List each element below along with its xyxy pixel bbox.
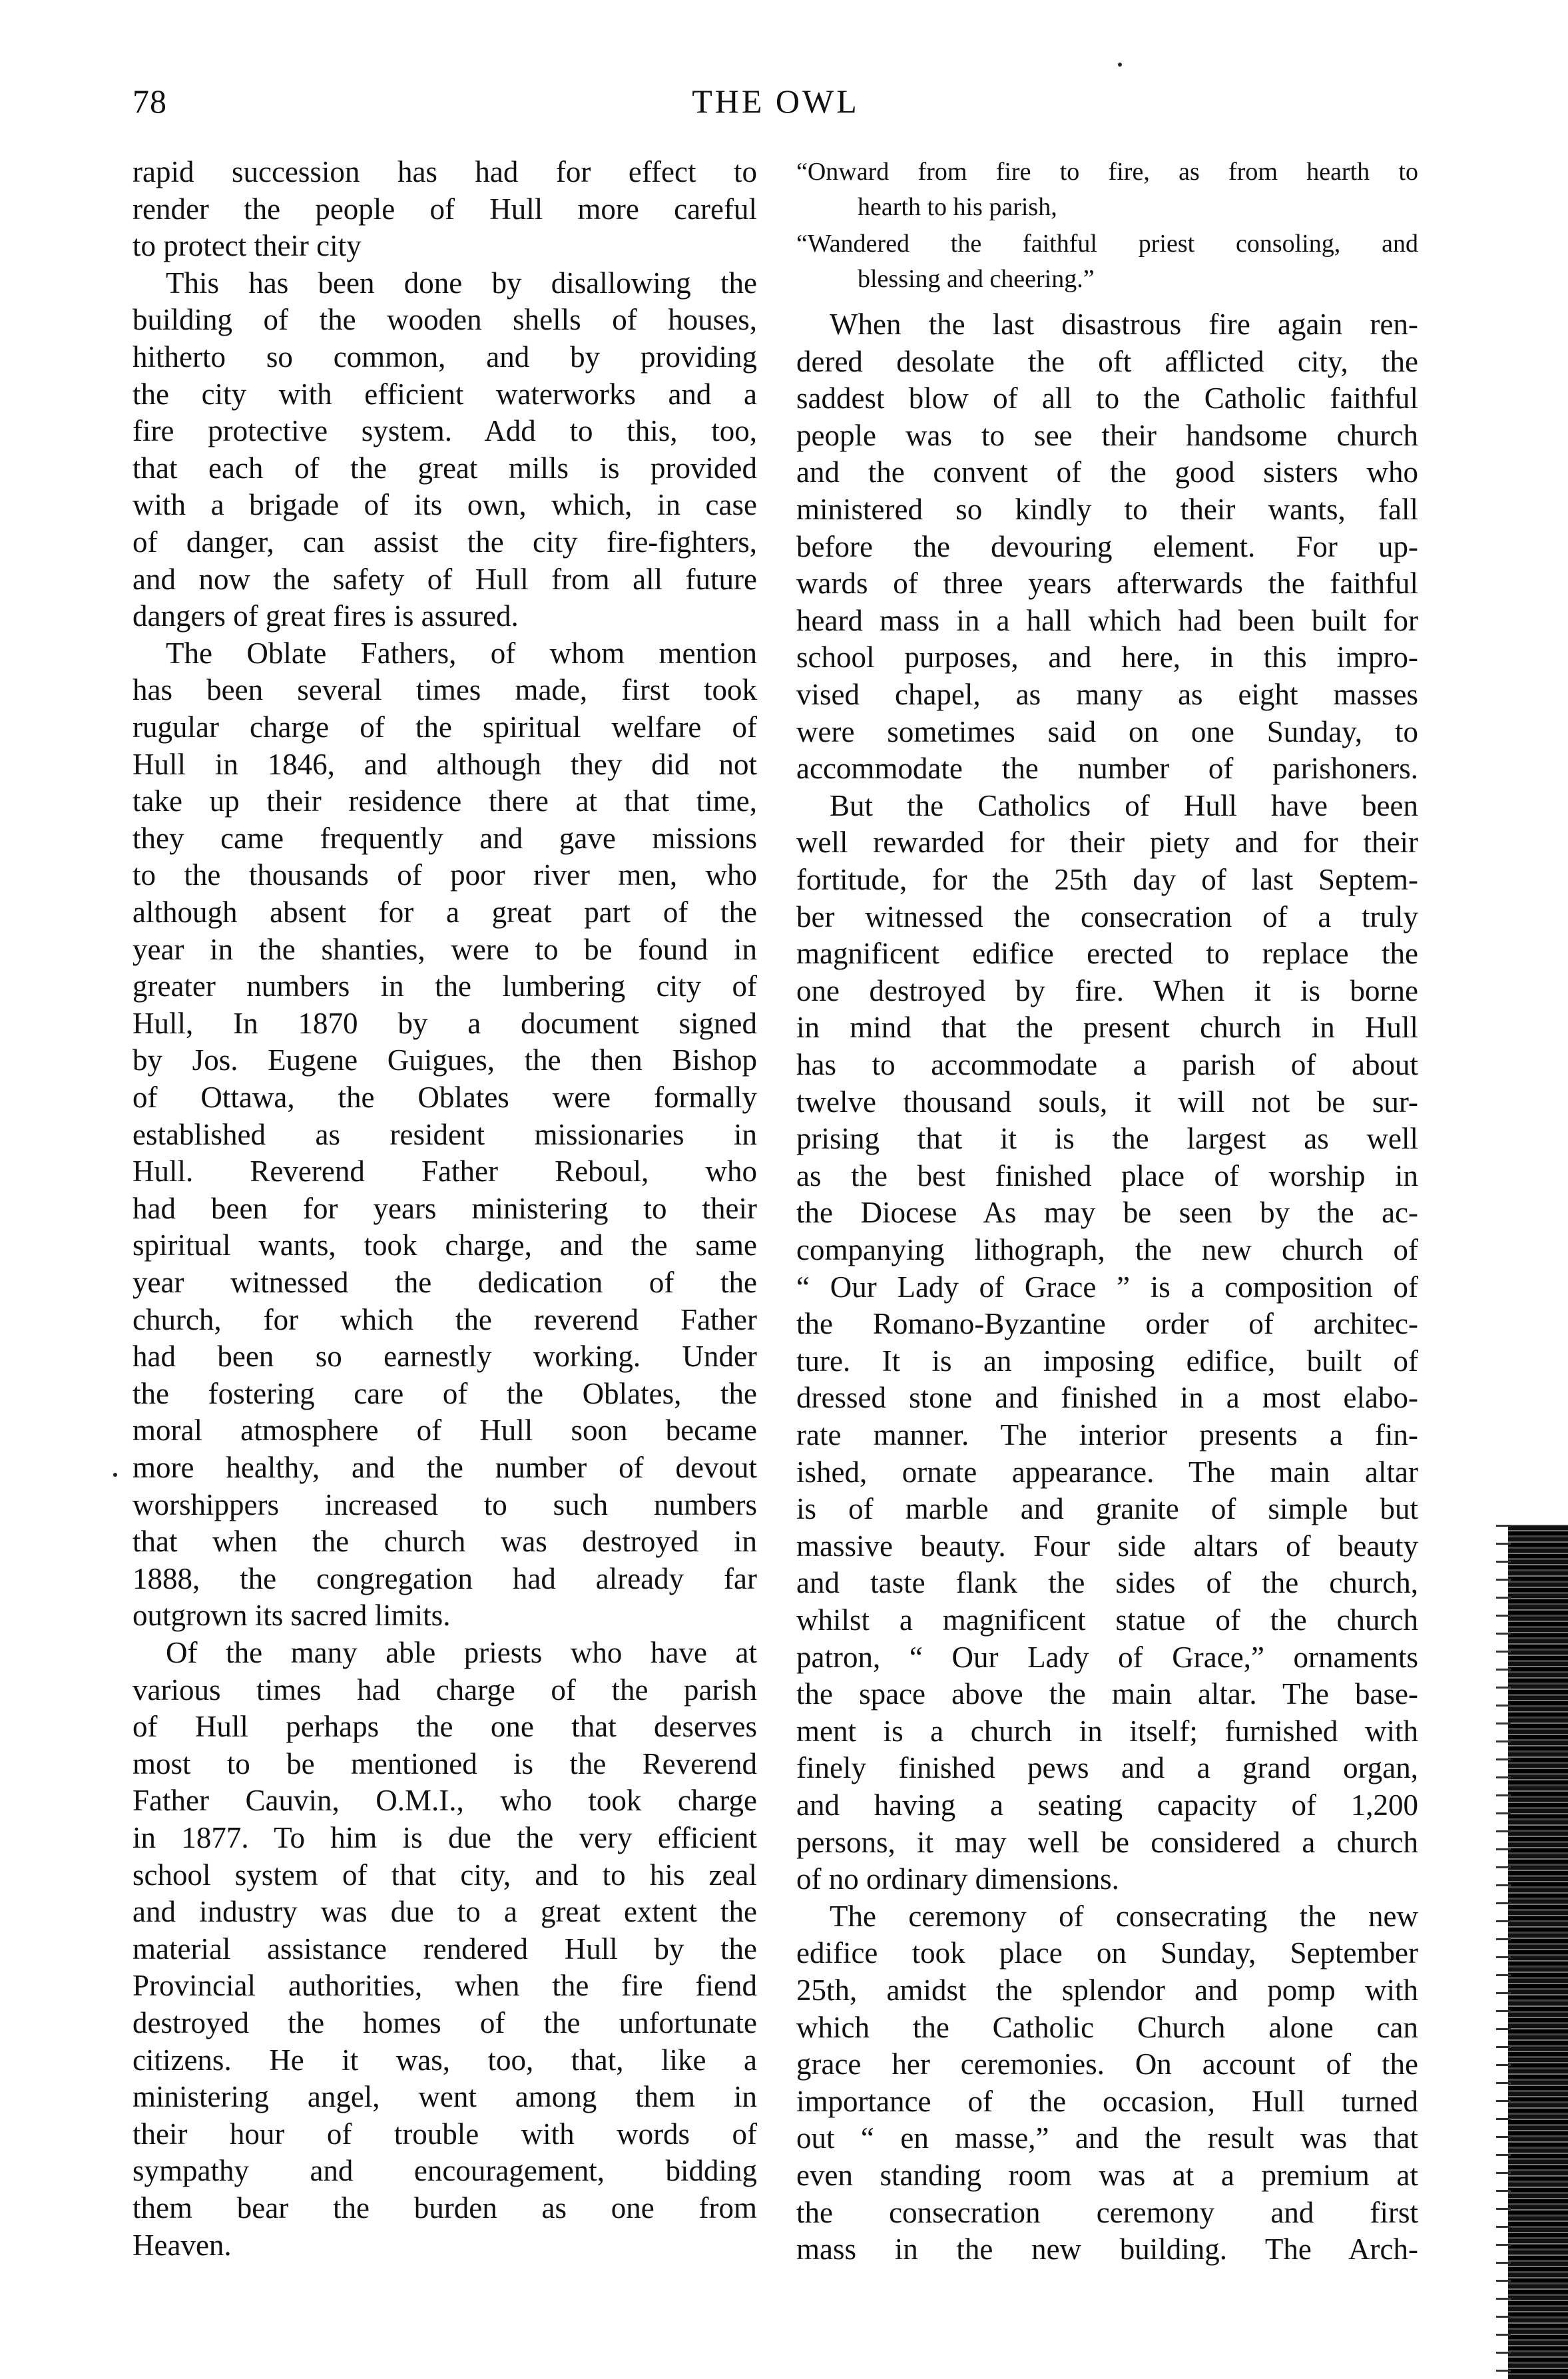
text-line: spiritual wants, took charge, and the same [132, 1228, 757, 1262]
text-line: Hull, In 1870 by a document signed [132, 1006, 757, 1040]
text-line: the Diocese As may be seen by the ac- [796, 1196, 1418, 1230]
text-line: magnificent edifice erected to replace the [796, 937, 1418, 971]
text-line: sympathy and encouragement, bidding [132, 2154, 757, 2188]
text-line: hearth to his parish, [858, 193, 1057, 221]
text-line: and industry was due to a great extent the [132, 1895, 757, 1929]
text-line: persons, it may well be considered a church [796, 1825, 1418, 1859]
text-line: which the Catholic Church alone can [796, 2010, 1418, 2044]
text-line: grace her ceremonies. On account of the [796, 2047, 1418, 2081]
text-line: “Onward from fire to fire, as from hearth to [796, 158, 1418, 186]
text-line: most to be mentioned is the Reverend [132, 1746, 757, 1780]
text-line: saddest blow of all to the Catholic faithful [796, 382, 1418, 415]
text-line: 1888, the congregation had already far [132, 1561, 757, 1595]
text-line: prising that it is the largest as well [796, 1122, 1418, 1156]
text-line: and now the safety of Hull from all future [132, 562, 757, 596]
text-line: school purposes, and here, in this impro- [796, 641, 1418, 674]
text-line: the Romano-Byzantine order of architec- [796, 1307, 1418, 1341]
text-line: that when the church was destroyed in [132, 1525, 757, 1559]
text-line: their hour of trouble with words of [132, 2117, 757, 2151]
text-line: people was to see their handsome church [796, 418, 1418, 452]
text-line: as the best finished place of worship in [796, 1159, 1418, 1192]
text-line: dressed stone and finished in a most elabo- [796, 1381, 1418, 1415]
text-line: rugular charge of the spiritual welfare of [132, 710, 757, 744]
text-line: had been so earnestly working. Under [132, 1340, 757, 1374]
text-line: well rewarded for their piety and for their [796, 826, 1418, 860]
text-line: The ceremony of consecrating the new [830, 1899, 1418, 1933]
text-line: ministered so kindly to their wants, fall [796, 493, 1418, 526]
text-line: with a brigade of its own, which, in case [132, 488, 757, 522]
text-line: heard mass in a hall which had been built for [796, 603, 1418, 637]
text-line: the space above the main altar. The base- [796, 1677, 1418, 1711]
text-line: Father Cauvin, O.M.I., who took charge [132, 1784, 757, 1818]
text-line: mass in the new building. The Arch- [796, 2233, 1418, 2266]
text-line: of Ottawa, the Oblates were formally [132, 1081, 757, 1114]
text-line: greater numbers in the lumbering city of [132, 969, 757, 1003]
scan-edge-shadow [1508, 1525, 1568, 2379]
text-line: even standing room was at a premium at [796, 2159, 1418, 2192]
text-line: patron, “ Our Lady of Grace,” ornaments [796, 1640, 1418, 1674]
text-line: the consecration ceremony and first [796, 2195, 1418, 2229]
text-line: Hull. Reverend Father Reboul, who [132, 1155, 757, 1189]
text-line: Hull in 1846, and although they did not [132, 747, 757, 781]
ink-speck [1118, 63, 1122, 67]
text-line: But the Catholics of Hull have been [830, 788, 1418, 822]
text-line: is of marble and granite of simple but [796, 1492, 1418, 1526]
text-line: moral atmosphere of Hull soon became [132, 1414, 757, 1448]
text-line: wards of three years afterwards the faithful [796, 567, 1418, 601]
text-line: more healthy, and the number of devout [132, 1451, 757, 1484]
text-line: by Jos. Eugene Guigues, the then Bishop [132, 1043, 757, 1077]
text-line: that each of the great mills is provided [132, 451, 757, 485]
text-line: massive beauty. Four side altars of beauty [796, 1529, 1418, 1563]
text-line: destroyed the homes of the unfortunate [132, 2006, 757, 2039]
text-line: in mind that the present church in Hull [796, 1011, 1418, 1045]
text-line: dangers of great fires is assured. [132, 599, 519, 633]
text-line: established as resident missionaries in [132, 1117, 757, 1151]
text-line: dered desolate the oft afflicted city, the [796, 344, 1418, 378]
text-line: they came frequently and gave missions [132, 821, 757, 855]
text-line: building of the wooden shells of houses, [132, 303, 757, 337]
text-line: whilst a magnificent statue of the church [796, 1603, 1418, 1637]
ink-speck [113, 1473, 117, 1477]
text-line: had been for years ministering to their [132, 1191, 757, 1225]
text-line: citizens. He it was, too, that, like a [132, 2043, 757, 2077]
text-line: ment is a church in itself; furnished with [796, 1714, 1418, 1748]
text-line: The Oblate Fathers, of whom mention [166, 636, 757, 670]
text-line: edifice took place on Sunday, September [796, 1936, 1418, 1970]
text-line: This has been done by disallowing the [166, 266, 757, 300]
text-line: fortitude, for the 25th day of last Septem- [796, 863, 1418, 896]
text-line: church, for which the reverend Father [132, 1302, 757, 1336]
text-line: vised chapel, as many as eight masses [796, 678, 1418, 711]
text-line: fire protective system. Add to this, too, [132, 414, 757, 448]
text-line: outgrown its sacred limits. [132, 1599, 451, 1633]
page-number: 78 [132, 83, 167, 120]
text-line: of no ordinary dimensions. [796, 1862, 1119, 1896]
text-line: take up their residence there at that time, [132, 784, 757, 818]
text-line: out “ en masse,” and the result was that [796, 2121, 1418, 2155]
text-line: in 1877. To him is due the very efficient [132, 1821, 757, 1854]
text-line: “ Our Lady of Grace ” is a composition of [796, 1270, 1418, 1304]
text-line: although absent for a great part of the [132, 896, 757, 929]
text-line: render the people of Hull more careful [132, 192, 757, 226]
text-line: has been several times made, first took [132, 673, 757, 707]
text-line: finely finished pews and a grand organ, [796, 1751, 1418, 1785]
text-line: rapid succession has had for effect to [132, 155, 757, 188]
text-line: Of the many able priests who have at [166, 1636, 757, 1669]
text-line: material assistance rendered Hull by the [132, 1932, 757, 1966]
text-line: them bear the burden as one from [132, 2191, 757, 2225]
text-line: rate manner. The interior presents a fin- [796, 1418, 1418, 1452]
text-line: to the thousands of poor river men, who [132, 858, 757, 892]
text-line: to protect their city [132, 229, 362, 263]
text-line: year in the shanties, were to be found in [132, 932, 757, 966]
text-line: accommodate the number of parishoners. [796, 752, 1418, 786]
text-line: blessing and cheering.” [858, 265, 1095, 293]
text-line: one destroyed by fire. When it is borne [796, 973, 1418, 1007]
text-line: were sometimes said on one Sunday, to [796, 714, 1418, 748]
text-line: When the last disastrous fire again ren- [830, 308, 1418, 341]
text-line: the city with efficient waterworks and a [132, 377, 757, 411]
text-line: Provincial authorities, when the fire fiend [132, 1969, 757, 2003]
text-line: ministering angel, went among them in [132, 2080, 757, 2114]
text-line: 25th, amidst the splendor and pomp with [796, 1974, 1418, 2007]
text-line: companying lithograph, the new church of [796, 1233, 1418, 1266]
text-line: importance of the occasion, Hull turned [796, 2084, 1418, 2118]
text-line: of Hull perhaps the one that deserves [132, 1710, 757, 1744]
text-line: ture. It is an imposing edifice, built of [796, 1344, 1418, 1378]
text-line: Heaven. [132, 2228, 232, 2262]
text-line: “Wandered the faithful priest consoling, and [796, 230, 1418, 258]
text-line: and having a seating capacity of 1,200 [796, 1788, 1418, 1822]
text-line: the fostering care of the Oblates, the [132, 1376, 757, 1410]
text-line: ber witnessed the consecration of a truly [796, 900, 1418, 933]
text-line: ished, ornate appearance. The main altar [796, 1455, 1418, 1489]
text-line: has to accommodate a parish of about [796, 1048, 1418, 1081]
running-title: THE OWL [692, 83, 860, 120]
text-line: worshippers increased to such numbers [132, 1487, 757, 1521]
text-line: school system of that city, and to his zeal [132, 1858, 757, 1892]
text-line: hitherto so common, and by providing [132, 340, 757, 374]
text-line: twelve thousand souls, it will not be sur- [796, 1085, 1418, 1119]
text-line: and taste flank the sides of the church, [796, 1566, 1418, 1600]
text-line: year witnessed the dedication of the [132, 1266, 757, 1299]
text-line: before the devouring element. For up- [796, 529, 1418, 563]
text-line: and the convent of the good sisters who [796, 455, 1418, 489]
text-line: various times had charge of the parish [132, 1673, 757, 1707]
text-line: of danger, can assist the city fire-fighters, [132, 525, 757, 559]
